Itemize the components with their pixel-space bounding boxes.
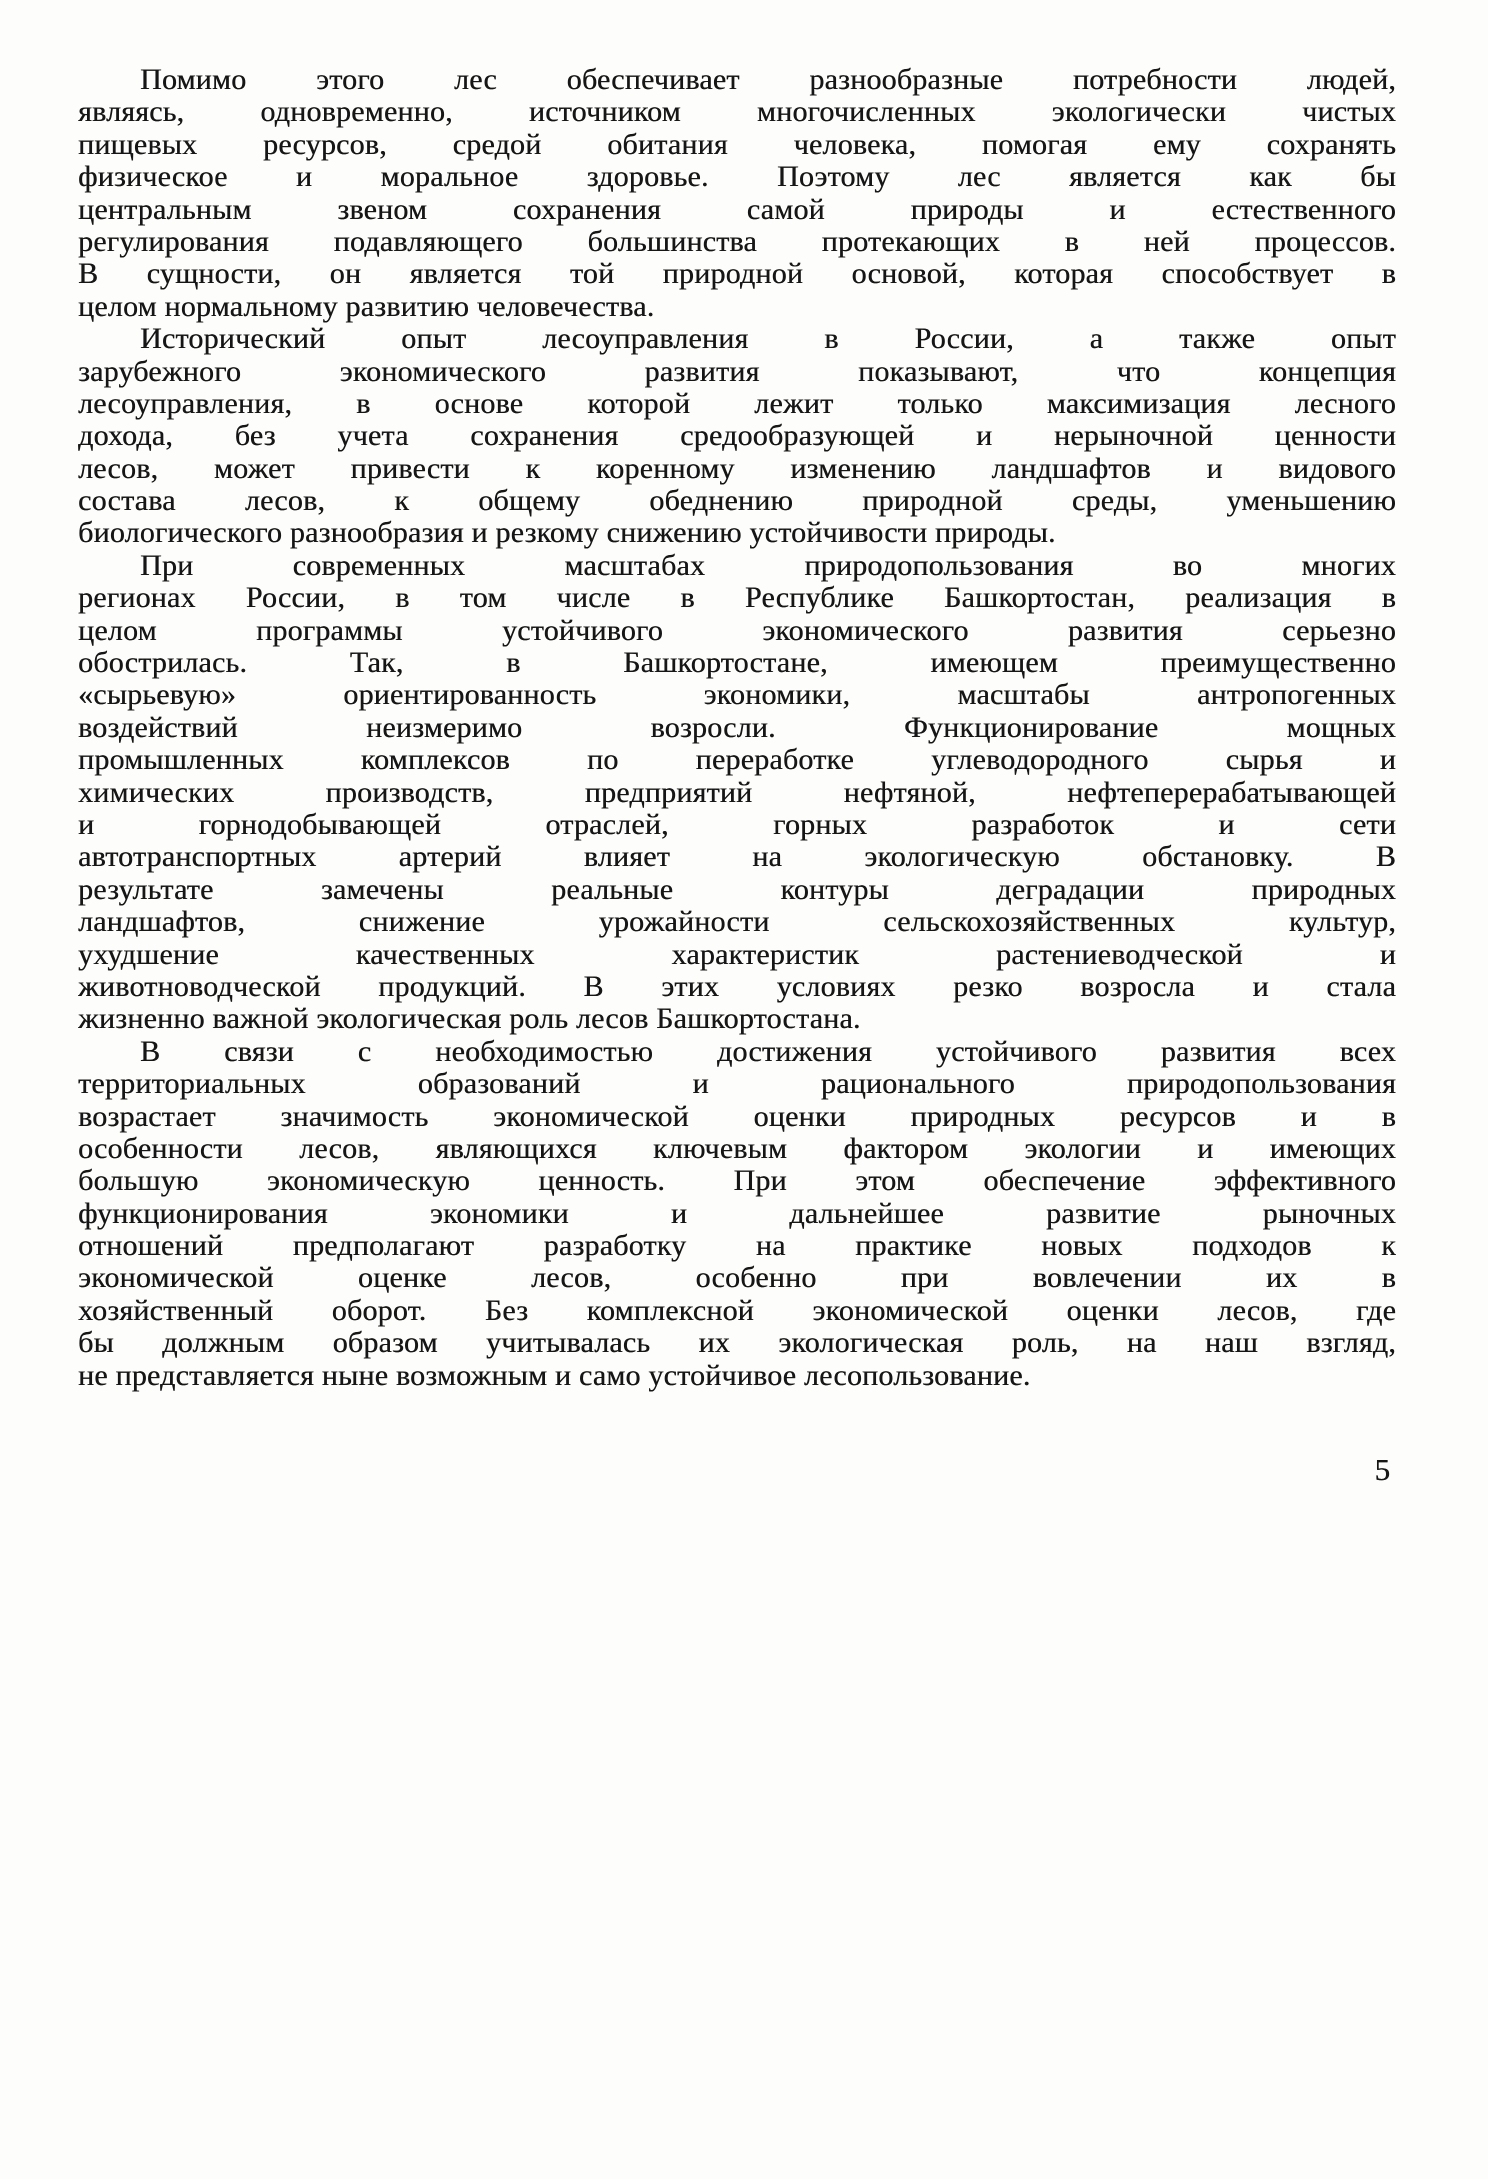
page-number: 5 (1374, 1452, 1390, 1487)
text-line: химических производств, предприятий нефтяной, нефтеперерабатывающей (78, 776, 1396, 809)
text-line: хозяйственный оборот. Без комплексной экономической оценки лесов, где (78, 1294, 1396, 1327)
text-line: жизненно важной экологическая роль лесов Башкортостана. (78, 1003, 861, 1036)
body-text (78, 64, 1396, 1392)
text-line: автотранспортных артерий влияет на экологическую обстановку. В (78, 841, 1396, 874)
text-line: биологического разнообразия и резкому снижению устойчивости природы. (78, 517, 1056, 550)
text-line: ландшафтов, снижение урожайности сельскохозяйственных культур, (78, 906, 1396, 939)
text-line: ухудшение качественных характеристик растениеводческой и (78, 938, 1396, 971)
text-line: регионах России, в том числе в Республике Башкортостан, реализация в (78, 582, 1396, 615)
text-line: В связи с необходимостью достижения устойчивого развития всех (140, 1035, 1396, 1068)
text-line: результате замечены реальные контуры деградации природных (78, 873, 1396, 906)
text-line: центральным звеном сохранения самой природы и естественного (78, 193, 1396, 226)
text-line: экономической оценке лесов, особенно при вовлечении их в (78, 1262, 1396, 1295)
text-line: Помимо этого лес обеспечивает разнообразные потребности людей, (140, 64, 1396, 96)
paragraph (78, 550, 1396, 1036)
text-line: регулирования подавляющего большинства протекающих в ней процессов. (78, 225, 1396, 258)
text-line: и горнодобывающей отраслей, горных разработок и сети (78, 808, 1396, 841)
text-line: территориальных образований и рационального природопользования (78, 1068, 1396, 1101)
text-line: зарубежного экономического развития показывают, что концепция (78, 355, 1396, 388)
text-line: промышленных комплексов по переработке углеводородного сырья и (78, 744, 1396, 777)
text-line: бы должным образом учитывалась их экологическая роль, на наш взгляд, (78, 1327, 1396, 1360)
text-line: особенности лесов, являющихся ключевым фактором экологии и имеющих (78, 1132, 1396, 1165)
text-line: целом программы устойчивого экономического развития серьезно (78, 614, 1396, 647)
text-line: функционирования экономики и дальнейшее развитие рыночных (78, 1197, 1396, 1230)
text-line: «сырьевую» ориентированность экономики, масштабы антропогенных (78, 679, 1396, 712)
text-line: целом нормальному развитию человечества. (78, 290, 655, 323)
paragraph (78, 1036, 1396, 1392)
paragraph (78, 323, 1396, 550)
paragraph (78, 64, 1396, 323)
text-line: дохода, без учета сохранения средообразующей и нерыночной ценности (78, 420, 1396, 453)
text-line: физическое и моральное здоровье. Поэтому лес является как бы (78, 161, 1396, 194)
text-line: В сущности, он является той природной основой, которая способствует в (78, 258, 1396, 291)
text-line: не представляется ныне возможным и само устойчивое лесопользование. (78, 1359, 1031, 1392)
text-line: отношений предполагают разработку на практике новых подходов к (78, 1230, 1396, 1263)
text-line: большую экономическую ценность. При этом обеспечение эффективного (78, 1165, 1396, 1198)
text-line: Исторический опыт лесоуправления в России, а также опыт (140, 323, 1396, 356)
text-line: являясь, одновременно, источником многочисленных экологически чистых (78, 96, 1396, 129)
text-line: состава лесов, к общему обеднению природной среды, уменьшению (78, 485, 1396, 518)
text-line: лесоуправления, в основе которой лежит только максимизация лесного (78, 387, 1396, 420)
text-line: воздействий неизмеримо возросли. Функционирование мощных (78, 711, 1396, 744)
text-line: возрастает значимость экономической оценки природных ресурсов и в (78, 1100, 1396, 1133)
text-line: При современных масштабах природопользования во многих (140, 549, 1396, 582)
text-line: обострилась. Так, в Башкортостане, имеющем преимущественно (78, 647, 1396, 680)
text-line: лесов, может привести к коренному изменению ландшафтов и видового (78, 452, 1396, 485)
text-line: животноводческой продукций. В этих условиях резко возросла и стала (78, 970, 1396, 1003)
text-line: пищевых ресурсов, средой обитания человека, помогая ему сохранять (78, 128, 1396, 161)
